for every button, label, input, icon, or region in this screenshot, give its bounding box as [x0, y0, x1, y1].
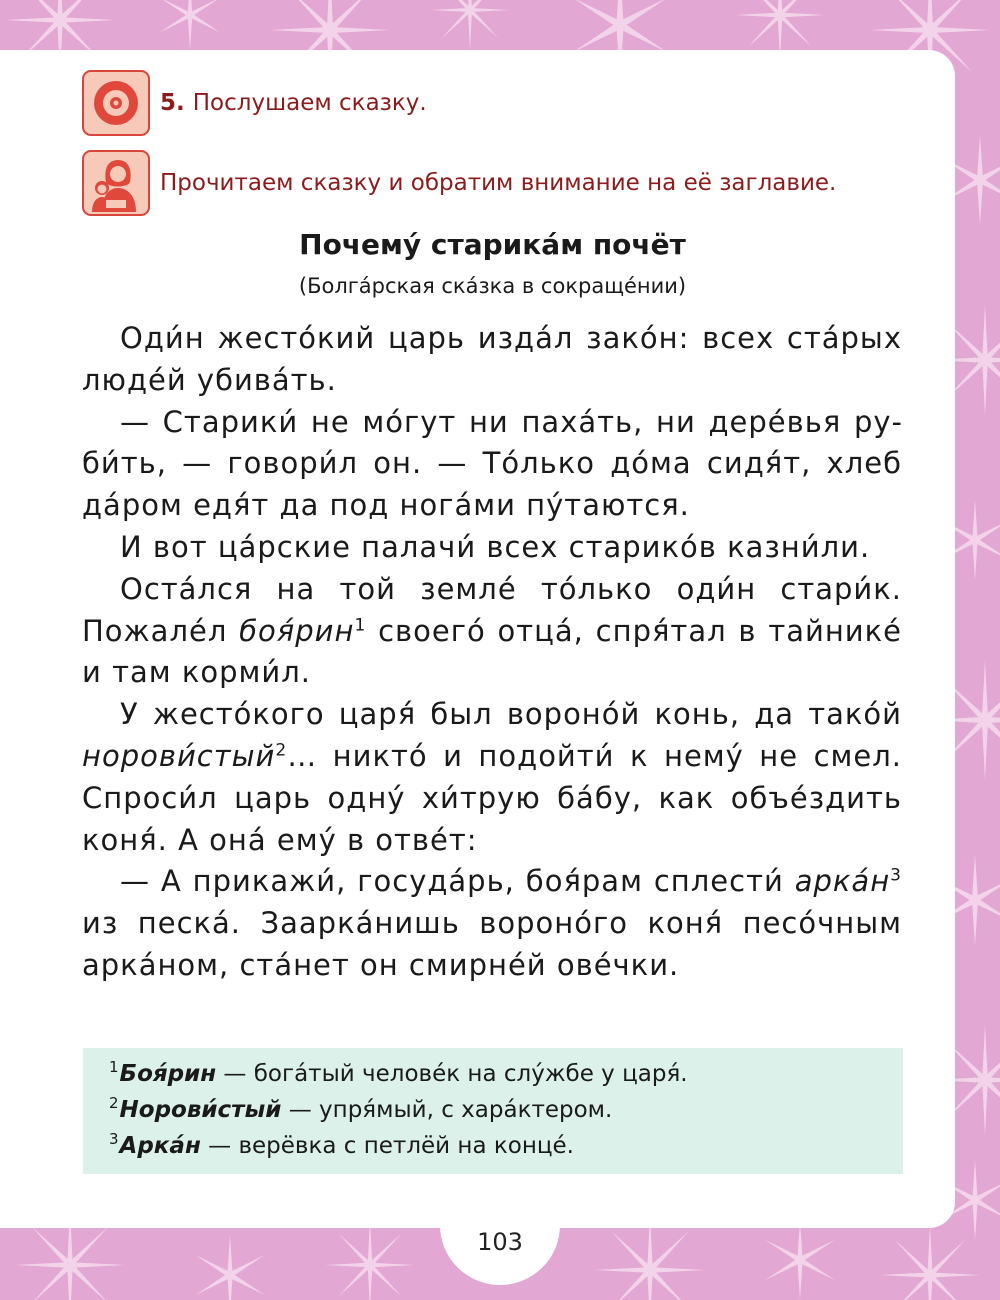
story-paragraph: [82, 527, 902, 569]
footnote-number: 2: [109, 1094, 119, 1113]
footnote-definition: — упря́мый, с хара́ктером.: [281, 1097, 613, 1123]
footnote-term: Норови́стый: [119, 1097, 282, 1123]
footnote-ref: 1: [354, 614, 367, 635]
story-paragraph: [82, 694, 902, 861]
glossary-term: арка́н: [794, 864, 891, 899]
footnote-ref: 2: [275, 740, 288, 761]
story-fragment: — А прикажи́, госуда́рь, боя́рам сплести́: [120, 864, 795, 899]
task-read-text: Прочитаем сказку и обратим внимание на её заглавие.: [160, 170, 837, 196]
story-paragraph: [82, 861, 902, 986]
star-decoration: [325, 1220, 415, 1300]
story-fragment: У жесто́кого царя́ был вороно́й конь, да тако́й: [120, 697, 902, 732]
footnote-definition: — бога́тый челове́к на слу́жбе у царя́.: [216, 1061, 688, 1087]
glossary-term: боя́рин: [239, 613, 355, 648]
star-decoration: [880, 1225, 980, 1300]
story-subtitle: (Болга́рская ска́зка в сокраще́нии): [298, 274, 687, 298]
star-decoration: [195, 1235, 264, 1300]
task-listen: [82, 70, 427, 136]
story-title: Почему́ старика́м почёт: [299, 228, 686, 261]
story-fragment: — Старики́ не мо́гут ни паха́ть, ни дере́вья руби́ть, — говори́л он. — То́лько до́ма сидя́т, хлеб да́ром едя́т да под нога́ми пу́таются.: [82, 404, 902, 523]
story-fragment: Оста́лся на той земле́ то́лько оди́н стари́к. Пожале́л: [82, 571, 902, 648]
footnote-item: [109, 1056, 903, 1092]
footnote-term: Арка́н: [119, 1133, 201, 1159]
story-fragment: своего́ отца́, спря́тал в тайнике́ и там корми́л.: [82, 613, 903, 690]
task-number: 5.: [160, 90, 185, 116]
story-fragment: … никто́ и подойти́ к нему́ не смел. Спроси́л царь одну́ хи́трую ба́бу, как объе́здить коня́. А она́ ему́ в отве́т:: [82, 738, 902, 857]
footnote-definition: — верёвка с петлёй на конце́.: [200, 1133, 574, 1159]
star-decoration: [765, 1220, 834, 1300]
star-decoration: [430, 0, 510, 50]
mother-child-reading-icon: [82, 150, 150, 216]
task-listen-text: Послушаем сказку.: [192, 90, 427, 116]
story-paragraph: [82, 318, 902, 402]
footnote-ref: 3: [890, 865, 902, 886]
task-read: [82, 150, 836, 216]
audio-disc-icon: [82, 70, 150, 136]
footnote-number: 1: [109, 1058, 119, 1077]
story-fragment: из песка́. Заарка́нишь вороно́го коня́ песо́чным арка́ном, ста́нет он смирне́й ове́чки.: [82, 906, 902, 982]
glossary-term: норови́стый: [82, 738, 276, 773]
story-fragment: Оди́н жесто́кий царь изда́л зако́н: всех ста́рых люде́й убива́ть.: [82, 321, 902, 397]
story-text: [82, 318, 902, 987]
story-fragment: И вот ца́рские палачи́ всех старико́в казни́ли.: [120, 529, 871, 564]
page-number: 103: [477, 1228, 523, 1256]
footnote-item: [109, 1092, 903, 1128]
footnote-item: [109, 1128, 903, 1164]
story-paragraph: [82, 402, 902, 527]
footnote-term: Боя́рин: [119, 1061, 217, 1087]
footnotes-box: [83, 1048, 903, 1174]
story-paragraph: [82, 569, 902, 694]
star-decoration: [160, 0, 221, 50]
footnote-number: 3: [109, 1130, 119, 1149]
